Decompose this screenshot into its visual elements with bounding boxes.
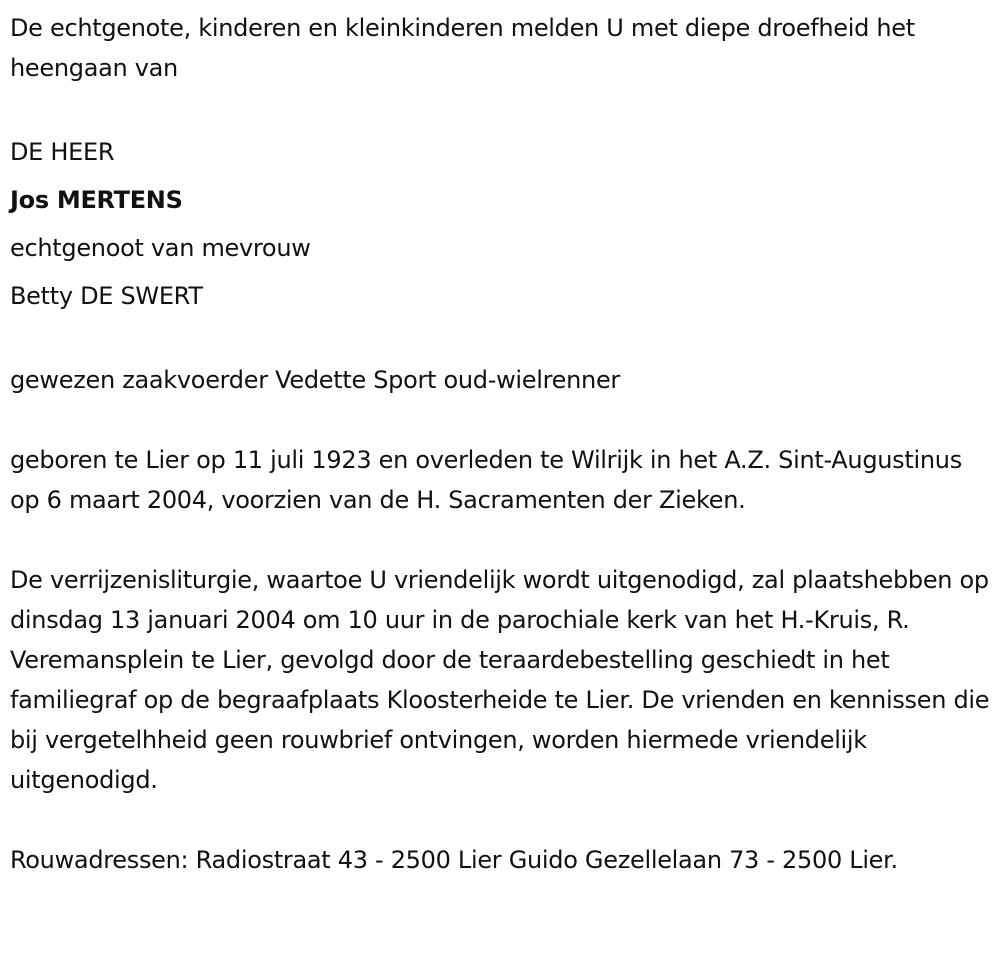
spacer	[10, 800, 995, 840]
spacer	[10, 400, 995, 440]
spouse-label: echtgenoot van mevrouw	[10, 234, 311, 262]
addresses-text: Rouwadressen: Radiostraat 43 - 2500 Lier Guido Gezellelaan 73 - 2500 Lier.	[10, 846, 898, 874]
death-notice	[10, 8, 995, 880]
spouse-name: Betty DE SWERT	[10, 282, 203, 310]
funeral-text: De verrijzenisliturgie, waartoe U vriendelijk wordt uitgenodigd, zal plaatshebben op dinsdag 13 januari 2004 om 10 uur in de parochiale kerk van het H.-Kruis, R. Veremansplein te Lier, gevolgd door de teraardebestelling geschiedt in het familiegraf op de begraafplaats Kloosterheide te Lier. De vrienden en kennissen die bij vergetelhheid geen rouwbrief ontvingen, worden hiermede vriendelijk uitgenodigd.	[10, 566, 990, 794]
birth-death-text: geboren te Lier op 11 juli 1923 en overleden te Wilrijk in het A.Z. Sint-Augustinus op 6 maart 2004, voorzien van de H. Sacramenten der Zieken.	[10, 446, 962, 514]
spacer	[10, 88, 995, 128]
occupation-text: gewezen zaakvoerder Vedette Sport oud-wielrenner	[10, 366, 620, 394]
intro-text: De echtgenote, kinderen en kleinkinderen melden U met diepe droefheid het heengaan van	[10, 14, 915, 82]
deceased-name: Jos MERTENS	[10, 186, 183, 214]
spacer	[10, 520, 995, 560]
spacer	[10, 320, 995, 360]
honorific: DE HEER	[10, 138, 115, 166]
